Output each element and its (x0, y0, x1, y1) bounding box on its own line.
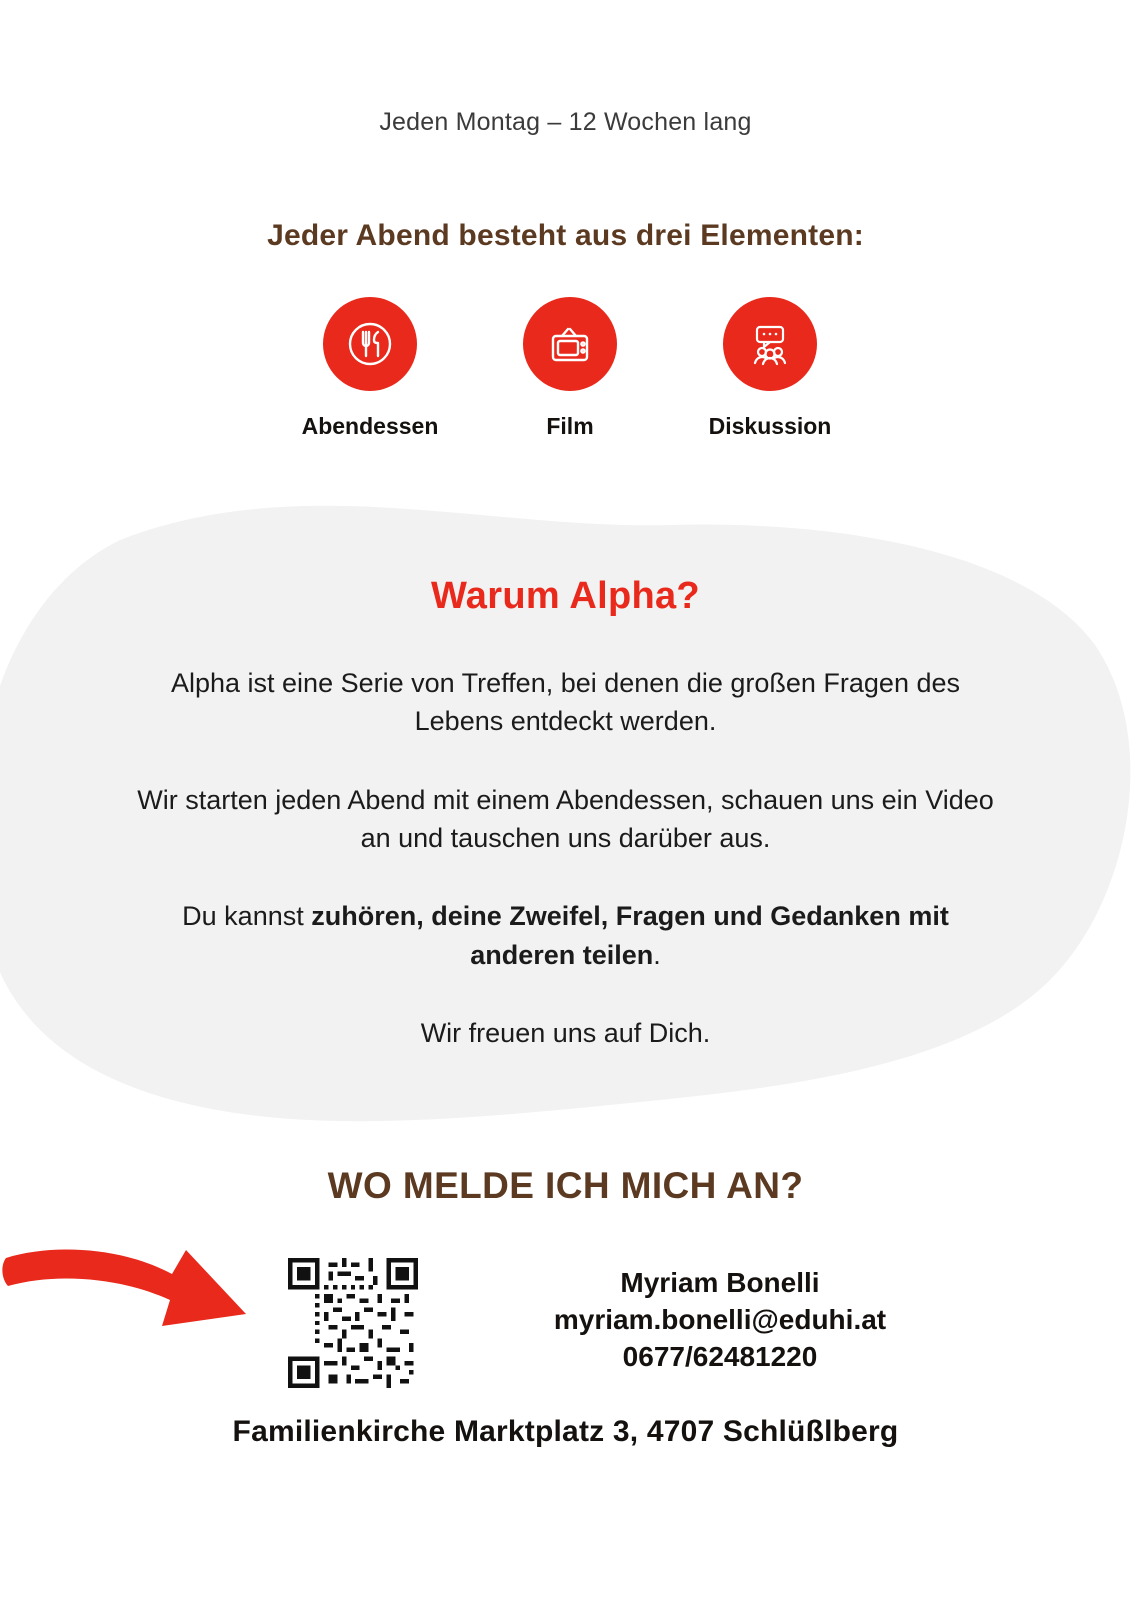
why-paragraph-2: Wir starten jeden Abend mit einem Abendessen, schauen uns ein Video an und tauschen uns darüber aus. (137, 784, 994, 853)
contact-block (440, 1265, 1000, 1376)
why-paragraph-4: Wir freuen uns auf Dich. (420, 1017, 711, 1048)
element-label-film: Film (546, 413, 594, 439)
why-paragraph-1: Alpha ist eine Serie von Treffen, bei denen die großen Fragen des Lebens entdeckt werden. (170, 668, 960, 737)
contact-email[interactable]: myriam.bonelli@eduhi.at (553, 1303, 887, 1335)
elements-icon-row (280, 297, 860, 440)
red-arrow-icon (0, 1240, 260, 1350)
element-item-film (480, 297, 660, 440)
venue-address: Familienkirche Marktplatz 3, 4707 Schlüßlberg (232, 1415, 899, 1448)
why-paragraph-3 (136, 897, 996, 974)
signup-title: WO MELDE ICH MICH AN? (327, 1165, 804, 1206)
discussion-people-speech-icon (723, 297, 817, 391)
element-label-discussion: Diskussion (708, 413, 832, 439)
contact-phone[interactable]: 0677/62481220 (622, 1340, 818, 1372)
why-alpha-section (0, 575, 1131, 1052)
qr-code[interactable] (288, 1258, 418, 1388)
why-alpha-title: Warum Alpha? (431, 575, 700, 617)
why-paragraph-3-suffix: . (653, 939, 661, 970)
why-paragraph-3-prefix: Du kannst (182, 901, 312, 932)
element-item-dinner (280, 297, 460, 440)
element-item-discussion (680, 297, 860, 440)
television-icon (523, 297, 617, 391)
element-label-dinner: Abendessen (301, 413, 439, 439)
why-paragraph-3-bold: zuhören, deine Zweifel, Fragen und Gedanken mit anderen teilen (311, 901, 949, 970)
elements-heading: Jeder Abend besteht aus drei Elementen: (267, 219, 864, 252)
contact-name: Myriam Bonelli (620, 1267, 820, 1298)
schedule-subtitle: Jeden Montag – 12 Wochen lang (379, 108, 752, 136)
dinner-plate-cutlery-icon (323, 297, 417, 391)
